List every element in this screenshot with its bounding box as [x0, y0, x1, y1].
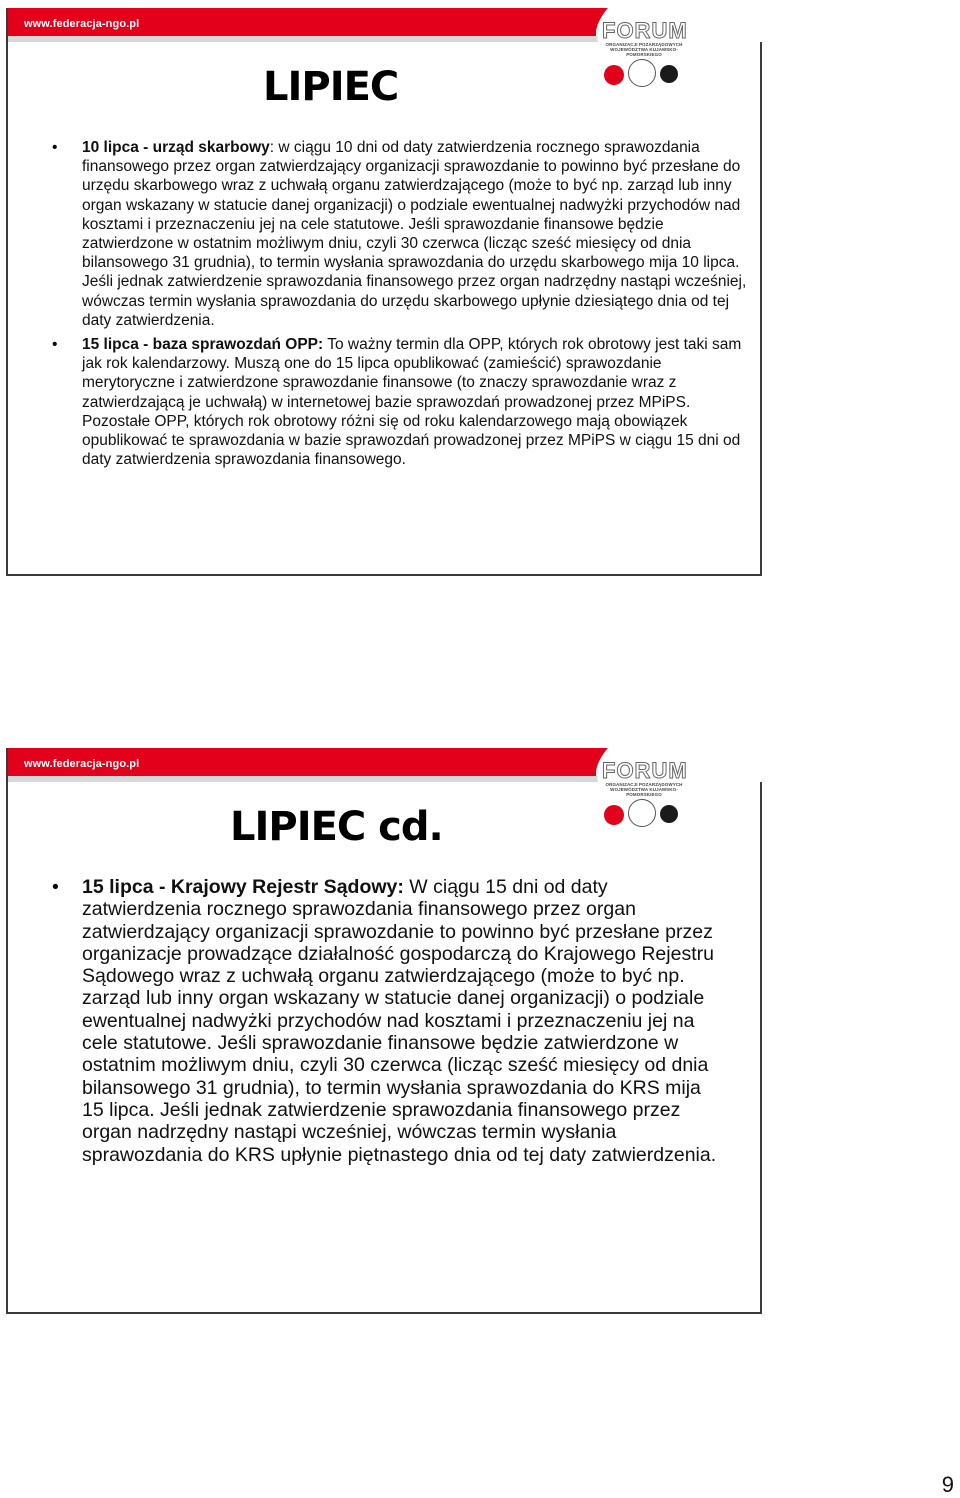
- forum-logo: [602, 20, 686, 87]
- bullet-list: [82, 876, 722, 1166]
- list-item: [82, 138, 750, 330]
- black-dot-icon: [660, 805, 678, 823]
- bullet-lead: 15 lipca - Krajowy Rejestr Sądowy:: [82, 876, 404, 898]
- slide-lipiec: [6, 8, 762, 576]
- logo-subtitle: ORGANIZACJI POZARZĄDOWYCH WOJEWÓDZTWA KUJAWSKO-POMORSKIEGO: [605, 782, 683, 797]
- bullet-lead: 15 lipca - baza sprawozdań OPP:: [82, 336, 324, 354]
- website-url: www.federacja-ngo.pl: [24, 18, 140, 30]
- bullet-text: To ważny termin dla OPP, których rok obrotowy jest taki sam jak rok kalendarzowy. Muszą one do 15 lipca opublikować (zamieścić) sprawozdanie merytoryczne i zatwierdzone sprawozdanie finansowe (to znaczy sprawozdanie wraz z zatwierdzającą je uchwałą) w internetowej bazie sprawozdań prowadzonej przez MPiPS. Pozostałe OPP, których rok obrotowy różni się od roku kalendarzowego mają obowiązek opublikować te sprawozdania w bazie sprawozdań prowadzonej przez MPiPS w ciągu 15 dni od daty zatwierdzenia sprawozdania finansowego.: [82, 336, 742, 469]
- logo-subtitle: ORGANIZACJI POZARZĄDOWYCH WOJEWÓDZTWA KUJAWSKO-POMORSKIEGO: [605, 42, 683, 57]
- page-number: 9: [941, 1472, 954, 1497]
- white-dot-icon: [628, 59, 656, 87]
- white-dot-icon: [628, 799, 656, 827]
- logo-wordmark: FORUM: [602, 758, 688, 783]
- logo-wordmark: FORUM: [602, 18, 688, 43]
- slide-title: LIPIEC cd.: [230, 804, 443, 850]
- slide-title: LIPIEC: [263, 64, 399, 110]
- forum-logo: [602, 760, 686, 827]
- list-item: [82, 335, 750, 469]
- logo-dots: [602, 799, 686, 827]
- list-item: [82, 876, 722, 1166]
- bullet-text: W ciągu 15 dni od daty zatwierdzenia rocznego sprawozdania finansowego przez organ zatwierdzający organizacji sprawozdanie to powinno być przesłane przez organizacje prowadzące działalność gospodarczą do Krajowego Rejestru Sądowego wraz z uchwałą organu zatwierdzającego (może to być np. zarząd lub inny organ wskazany w statucie danej organizacji) o podziale ewentualnej nadwyżki przychodów nad kosztami i przeznaczeniu jej na cele statutowe. Jeśli sprawozdanie finansowe będzie zatwierdzone w ostatnim możliwym dniu, czyli 30 czerwca (licząc sześć miesięcy od dnia bilansowego 31 grudnia), to termin wysłania sprawozdania do KRS mija 15 lipca. Jeśli jednak zatwierdzenie sprawozdania finansowego przez organ nadrzędny nastąpi wcześniej, wówczas termin wysłania sprawozdania do KRS upłynie piętnastego dnia od tej daty zatwierdzenia.: [82, 876, 717, 1166]
- logo-dots: [602, 59, 686, 87]
- bullet-list: [82, 138, 750, 474]
- website-url: www.federacja-ngo.pl: [24, 758, 140, 770]
- slide-lipiec-cd: [6, 748, 762, 1314]
- red-dot-icon: [604, 65, 624, 85]
- black-dot-icon: [660, 65, 678, 83]
- bullet-lead: 10 lipca - urząd skarbowy: [82, 139, 270, 156]
- bullet-text: : w ciągu 10 dni od daty zatwierdzenia rocznego sprawozdania finansowego przez organ zatwierdzający organizacji sprawozdanie to powinno być przesłane do urzędu skarbowego wraz z uchwałą organu zatwierdzającego (może to być np. zarząd lub inny organ wskazany w statucie danej organizacji) o podziale ewentualnej nadwyżki przychodów nad kosztami i przeznaczeniu jej na cele statutowe. Jeśli sprawozdanie finansowe będzie zatwierdzone w ostatnim możliwym dniu, czyli 30 czerwca (licząc sześć miesięcy od dnia bilansowego 31 grudnia), to termin wysłania sprawozdania do urzędu skarbowego mija 10 lipca. Jeśli jednak zatwierdzenie sprawozdania finansowego przez organ nadrzędny nastąpi wcześniej, wówczas termin wysłania sprawozdania do urzędu skarbowego upłynie dziesiątego dnia od tej daty zatwierdzenia.: [82, 139, 747, 329]
- red-dot-icon: [604, 805, 624, 825]
